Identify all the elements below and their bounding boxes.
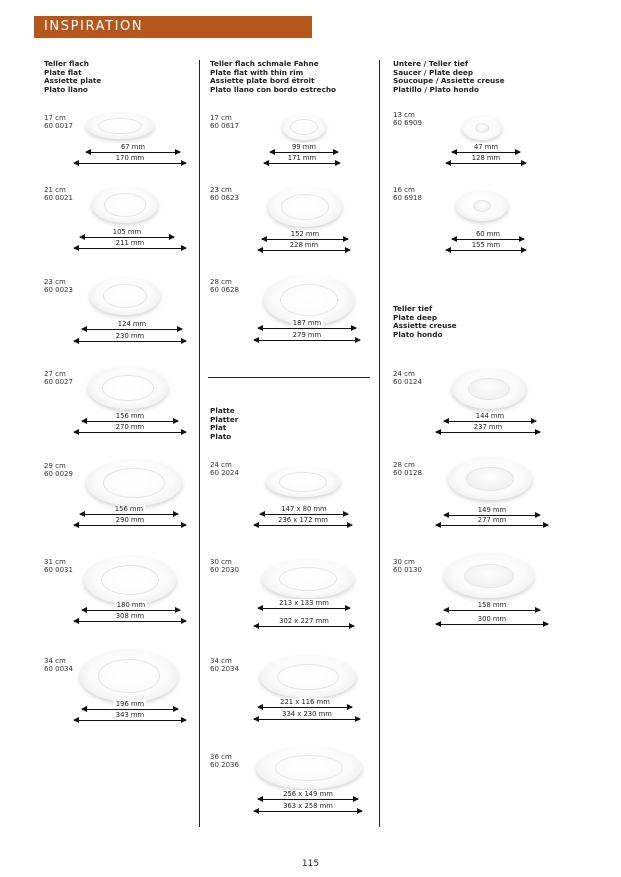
product-code: 60 0128	[393, 469, 422, 478]
dimension-text: 334 x 230 mm	[282, 710, 332, 718]
column-divider-1	[199, 60, 200, 827]
dimension-line	[446, 163, 526, 164]
dimension-label	[452, 230, 524, 238]
dimension-text: 236 x 172 mm	[278, 516, 328, 524]
product-label	[210, 753, 239, 769]
product-size: 23 cm	[210, 186, 232, 194]
product-code: 60 0029	[44, 470, 73, 479]
outer-dimension	[254, 617, 354, 631]
product-label	[393, 558, 422, 574]
dimension-text: 343 mm	[115, 711, 145, 719]
outer-dimension	[436, 615, 548, 629]
dimension-line	[260, 514, 348, 515]
dimension-label	[74, 154, 186, 162]
dimension-line	[82, 421, 178, 422]
product-label	[393, 111, 422, 127]
dimension-line	[80, 514, 178, 515]
plate-image	[444, 554, 534, 598]
heading-line: Teller flach	[44, 59, 89, 68]
dimension-line	[254, 811, 362, 812]
outer-dimension	[436, 423, 540, 437]
plate-well	[103, 284, 148, 308]
dimension-line	[82, 610, 180, 611]
heading-line: Untere / Teller tief	[393, 59, 469, 68]
dimension-line	[262, 239, 348, 240]
dimension-text: 47 mm	[473, 143, 499, 151]
plate-well	[464, 564, 514, 589]
dimension-label	[444, 601, 540, 609]
dimension-label	[264, 154, 340, 162]
plate-image	[86, 460, 182, 506]
dimension-text: 60 mm	[475, 230, 501, 238]
dimension-text: 187 mm	[292, 319, 322, 327]
heading-line: Plato	[210, 431, 232, 441]
outer-dimension	[258, 241, 350, 255]
plate-image	[448, 458, 532, 500]
dimension-label	[258, 790, 358, 798]
product-label	[44, 186, 73, 202]
dimension-label	[82, 700, 178, 708]
banner-title: INSPIRATION	[44, 19, 144, 34]
dimension-text: 230 mm	[115, 332, 145, 340]
dimension-line	[436, 525, 548, 526]
dimension-line	[444, 610, 540, 611]
column-divider-2	[379, 60, 380, 827]
plate-well	[104, 193, 146, 216]
dimension-line	[258, 707, 352, 708]
plate-well	[290, 119, 318, 136]
section-heading	[210, 60, 336, 94]
dimension-label	[258, 241, 350, 249]
dimension-label	[270, 143, 338, 151]
product-label	[210, 186, 239, 202]
plate-well	[98, 118, 142, 135]
plate-well	[279, 472, 326, 491]
inner-dimension	[258, 599, 350, 613]
dimension-line	[74, 621, 186, 622]
section-banner	[34, 16, 312, 38]
dimension-label	[74, 612, 186, 620]
dimension-label	[452, 143, 520, 151]
product-label	[210, 558, 239, 574]
product-code: 60 2034	[210, 665, 239, 674]
product-size: 29 cm	[44, 462, 66, 470]
dimension-text: 155 mm	[471, 241, 501, 249]
dimension-line	[436, 624, 548, 625]
dimension-line	[254, 719, 360, 720]
product-code: 60 2030	[210, 566, 239, 575]
product-size: 30 cm	[393, 558, 415, 566]
dimension-text: 67 mm	[120, 143, 146, 151]
dimension-text: 152 mm	[290, 230, 320, 238]
plate-well	[102, 375, 153, 402]
plate-well	[279, 567, 338, 591]
plate-image	[84, 556, 176, 604]
section-heading	[210, 407, 238, 441]
dimension-label	[258, 319, 356, 327]
plate-well	[103, 468, 164, 497]
dimension-text: 308 mm	[115, 612, 145, 620]
section-divider	[208, 377, 370, 378]
dimension-label	[436, 516, 548, 524]
outer-dimension	[254, 331, 360, 345]
dimension-label	[74, 332, 186, 340]
heading-line: Teller tief	[393, 304, 433, 313]
dimension-label	[258, 698, 352, 706]
outer-dimension	[74, 516, 186, 530]
dimension-label	[258, 599, 350, 607]
plate-well	[473, 200, 492, 212]
dimension-text: 213 x 133 mm	[279, 599, 329, 607]
dimension-label	[262, 230, 348, 238]
dimension-line	[254, 626, 354, 627]
product-size: 23 cm	[44, 278, 66, 286]
outer-dimension	[74, 239, 186, 253]
plate-image	[266, 467, 340, 497]
dimension-text: 277 mm	[477, 516, 507, 524]
product-size: 36 cm	[210, 753, 232, 761]
product-label	[44, 462, 73, 478]
product-size: 16 cm	[393, 186, 415, 194]
product-label	[44, 558, 73, 574]
dimension-label	[444, 412, 536, 420]
heading-line: Platillo / Plato hondo	[393, 84, 479, 94]
heading-line: Plat	[210, 423, 227, 433]
heading-line: Soucoupe / Assiette creuse	[393, 76, 505, 86]
dimension-text: 279 mm	[292, 331, 322, 339]
product-code: 60 6918	[393, 194, 422, 203]
dimension-line	[86, 152, 180, 153]
product-code: 60 0027	[44, 378, 73, 387]
heading-line: Assiette plate bord étroit	[210, 76, 315, 86]
heading-line: Plato llano con bordo estrecho	[210, 84, 337, 94]
dimension-label	[82, 320, 182, 328]
dimension-line	[258, 799, 358, 800]
dimension-text: 128 mm	[471, 154, 501, 162]
heading-line: Plato hondo	[393, 329, 443, 339]
plate-image	[264, 275, 354, 325]
plate-image	[462, 116, 502, 140]
dimension-text: 228 mm	[289, 241, 319, 249]
product-label	[44, 657, 73, 673]
plate-well	[280, 284, 338, 316]
dimension-line	[258, 608, 350, 609]
dimension-text: 256 x 149 mm	[283, 790, 333, 798]
plate-image	[256, 747, 362, 789]
plate-image	[456, 191, 508, 221]
dimension-text: 99 mm	[291, 143, 317, 151]
dimension-line	[74, 341, 186, 342]
product-label	[393, 370, 422, 386]
dimension-text: 170 mm	[115, 154, 145, 162]
dimension-text: 300 mm	[477, 615, 507, 623]
outer-dimension	[446, 241, 526, 255]
product-label	[44, 278, 73, 294]
section-heading	[393, 305, 457, 339]
outer-dimension	[254, 516, 352, 530]
product-code: 60 2036	[210, 761, 239, 770]
dimension-line	[74, 432, 186, 433]
outer-dimension	[74, 612, 186, 626]
heading-line: Assiette creuse	[393, 321, 457, 331]
inner-dimension	[444, 601, 540, 615]
dimension-line	[74, 163, 186, 164]
dimension-text: 363 x 258 mm	[283, 802, 333, 810]
product-label	[44, 370, 73, 386]
outer-dimension	[74, 423, 186, 437]
dimension-line	[74, 525, 186, 526]
dimension-line	[258, 328, 356, 329]
heading-line: Platte	[210, 406, 235, 415]
outer-dimension	[74, 332, 186, 346]
dimension-label	[446, 241, 526, 249]
heading-line: Plate flat with thin rim	[210, 67, 304, 77]
plate-well	[468, 378, 509, 400]
product-code: 60 0023	[44, 286, 73, 295]
product-code: 60 0031	[44, 566, 73, 575]
dimension-label	[82, 601, 180, 609]
product-label	[210, 278, 239, 294]
product-size: 31 cm	[44, 558, 66, 566]
dimension-line	[74, 248, 186, 249]
dimension-line	[436, 432, 540, 433]
plate-image	[88, 367, 168, 409]
product-label	[210, 461, 239, 477]
product-code: 60 0124	[393, 378, 422, 387]
dimension-label	[82, 412, 178, 420]
product-size: 27 cm	[44, 370, 66, 378]
page-number: 115	[301, 859, 320, 869]
dimension-label	[80, 505, 178, 513]
dimension-line	[254, 340, 360, 341]
dimension-text: 211 mm	[115, 239, 145, 247]
product-code: 60 2024	[210, 469, 239, 478]
dimension-line	[82, 329, 182, 330]
product-size: 24 cm	[393, 370, 415, 378]
dimension-label	[436, 423, 540, 431]
dimension-line	[446, 250, 526, 251]
product-code: 60 0021	[44, 194, 73, 203]
product-size: 24 cm	[210, 461, 232, 469]
plate-well	[281, 194, 328, 220]
dimension-text: 221 x 116 mm	[280, 698, 330, 706]
dimension-line	[264, 163, 340, 164]
outer-dimension	[264, 154, 340, 168]
dimension-text: 290 mm	[115, 516, 145, 524]
product-size: 13 cm	[393, 111, 415, 119]
product-code: 60 0034	[44, 665, 73, 674]
dimension-line	[258, 250, 350, 251]
dimension-label	[74, 423, 186, 431]
section-heading	[44, 60, 101, 94]
plate-image	[452, 369, 526, 409]
dimension-text: 144 mm	[475, 412, 505, 420]
dimension-label	[444, 506, 540, 514]
outer-dimension	[254, 710, 360, 724]
plate-well	[101, 565, 160, 596]
product-label	[393, 186, 422, 202]
plate-well	[275, 755, 343, 782]
product-size: 34 cm	[44, 657, 66, 665]
dimension-label	[74, 239, 186, 247]
dimension-line	[452, 239, 524, 240]
dimension-label	[80, 228, 174, 236]
heading-line: Plate deep	[393, 312, 438, 322]
product-label	[393, 461, 422, 477]
outer-dimension	[74, 711, 186, 725]
heading-line: Plato llano	[44, 84, 88, 94]
outer-dimension	[436, 516, 548, 530]
dimension-label	[254, 802, 362, 810]
dimension-text: 171 mm	[287, 154, 317, 162]
dimension-label	[260, 505, 348, 513]
product-code: 60 6909	[393, 119, 422, 128]
outer-dimension	[254, 802, 362, 816]
dimension-text: 147 x 80 mm	[281, 505, 327, 513]
plate-image	[282, 114, 326, 140]
product-size: 17 cm	[210, 114, 232, 122]
dimension-text: 270 mm	[115, 423, 145, 431]
plate-image	[90, 277, 160, 315]
dimension-text: 124 mm	[117, 320, 147, 328]
dimension-label	[86, 143, 180, 151]
dimension-text: 302 x 227 mm	[279, 617, 329, 625]
dimension-line	[74, 720, 186, 721]
plate-image	[80, 650, 178, 702]
dimension-line	[452, 152, 520, 153]
plate-image	[86, 113, 154, 139]
dimension-text: 156 mm	[114, 505, 144, 513]
product-size: 28 cm	[393, 461, 415, 469]
product-code: 60 0017	[44, 122, 73, 131]
dimension-text: 105 mm	[112, 228, 142, 236]
heading-line: Saucer / Plate deep	[393, 67, 474, 77]
section-heading	[393, 60, 505, 94]
outer-dimension	[74, 154, 186, 168]
dimension-label	[254, 516, 352, 524]
plate-image	[268, 187, 342, 227]
dimension-line	[254, 525, 352, 526]
heading-line: Plate flat	[44, 67, 82, 77]
product-code: 60 0617	[210, 122, 239, 131]
product-code: 60 0130	[393, 566, 422, 575]
outer-dimension	[446, 154, 526, 168]
product-code: 60 0628	[210, 286, 239, 295]
heading-line: Platter	[210, 414, 239, 424]
product-size: 34 cm	[210, 657, 232, 665]
dimension-text: 180 mm	[116, 601, 146, 609]
product-label	[210, 114, 239, 130]
dimension-label	[74, 711, 186, 719]
heading-line: Assiette plate	[44, 76, 102, 86]
dimension-text: 237 mm	[473, 423, 503, 431]
heading-line: Teller flach schmale Fahne	[210, 59, 319, 68]
product-label	[44, 114, 73, 130]
dimension-label	[254, 617, 354, 625]
product-label	[210, 657, 239, 673]
dimension-text: 158 mm	[477, 601, 507, 609]
dimension-label	[436, 615, 548, 623]
plate-well	[466, 467, 513, 491]
product-size: 28 cm	[210, 278, 232, 286]
dimension-text: 196 mm	[115, 700, 145, 708]
plate-well	[475, 123, 489, 133]
product-size: 21 cm	[44, 186, 66, 194]
dimension-text: 156 mm	[115, 412, 145, 420]
product-code: 60 0623	[210, 194, 239, 203]
plate-image	[262, 560, 354, 598]
dimension-text: 149 mm	[477, 506, 507, 514]
plate-well	[277, 664, 338, 691]
dimension-line	[270, 152, 338, 153]
dimension-line	[80, 237, 174, 238]
plate-well	[98, 659, 161, 692]
dimension-label	[254, 331, 360, 339]
product-size: 30 cm	[210, 558, 232, 566]
product-size: 17 cm	[44, 114, 66, 122]
plate-image	[260, 656, 356, 698]
plate-image	[92, 187, 158, 223]
dimension-label	[254, 710, 360, 718]
dimension-line	[444, 421, 536, 422]
dimension-line	[82, 709, 178, 710]
dimension-label	[446, 154, 526, 162]
dimension-label	[74, 516, 186, 524]
